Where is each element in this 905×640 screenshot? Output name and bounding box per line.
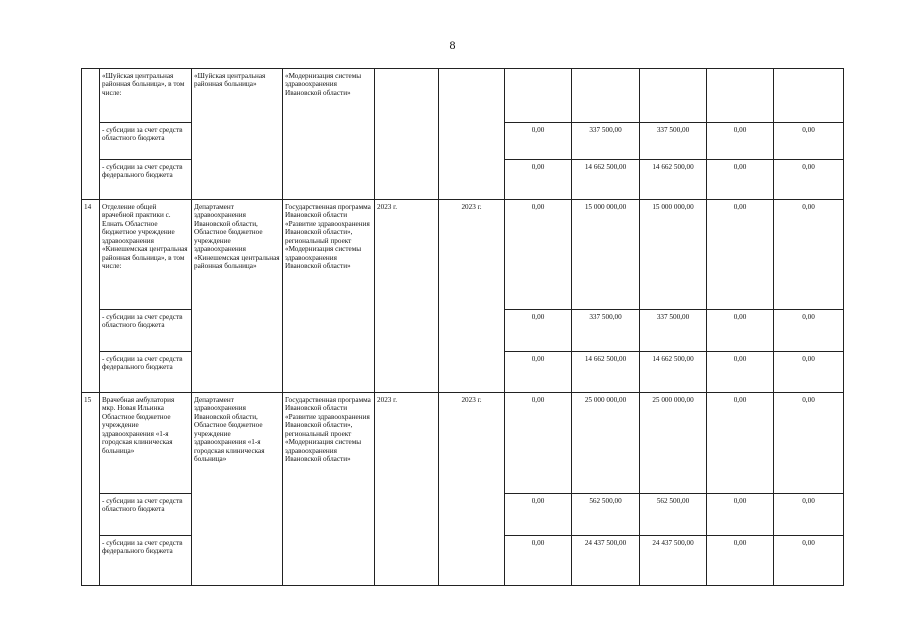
value-cell: 14 662 500,00 [572,352,640,393]
value-cell: 15 000 000,00 [572,200,640,310]
start-year-cell: 2023 г. [375,200,439,393]
value-cell: 0,00 [707,200,774,310]
value-cell: 14 662 500,00 [572,160,640,200]
value-cell: 0,00 [774,393,844,494]
customer-cell: «Шуйская центральная районная больница» [192,69,283,200]
program-cell: «Модернизация системы здравоохранения Ивановской области» [283,69,375,200]
value-cell: 562 500,00 [640,494,707,536]
value-cell: 0,00 [505,494,572,536]
value-cell: 0,00 [774,160,844,200]
subsidy-label-cell: - субсидии за счет средств федерального бюджета [100,352,192,393]
subsidy-label-cell: - субсидии за счет средств областного бюджета [100,310,192,352]
value-cell: 24 437 500,00 [572,536,640,586]
index-cell [82,69,100,200]
index-cell: 14 [82,200,100,393]
value-cell [572,69,640,123]
value-cell: 0,00 [774,123,844,160]
value-cell: 0,00 [707,536,774,586]
program-cell: Государственная программа Ивановской области «Развитие здравоохранения Ивановской области», региональный проект «Модернизация системы здравоохранения Ивановской области» [283,393,375,586]
customer-cell: Департамент здравоохранения Ивановской области, Областное бюджетное учреждение здравоохранения «1-я городская клиническая больница» [192,393,283,586]
value-cell [707,69,774,123]
object-name-cell: Отделение общей врачебной практики с. Елнать Областное бюджетное учреждение здравоохранения «Кинешемская центральная районная больница», в том числе: [100,200,192,310]
value-cell [774,69,844,123]
value-cell: 562 500,00 [572,494,640,536]
value-cell: 14 662 500,00 [640,352,707,393]
value-cell [505,69,572,123]
value-cell: 24 437 500,00 [640,536,707,586]
value-cell: 0,00 [505,393,572,494]
customer-cell: Департамент здравоохранения Ивановской области, Областное бюджетное учреждение здравоохранения «Кинешемская центральная районная больница» [192,200,283,393]
value-cell: 0,00 [707,352,774,393]
value-cell: 0,00 [707,123,774,160]
value-cell: 0,00 [505,123,572,160]
value-cell: 0,00 [505,310,572,352]
value-cell: 0,00 [774,536,844,586]
value-cell: 0,00 [707,160,774,200]
value-cell: 337 500,00 [572,123,640,160]
end-year-cell: 2023 г. [439,393,505,586]
end-year-cell: 2023 г. [439,200,505,393]
value-cell [640,69,707,123]
page-number: 8 [449,38,456,52]
end-year-cell [439,69,505,200]
index-cell: 15 [82,393,100,586]
start-year-cell [375,69,439,200]
value-cell: 0,00 [505,352,572,393]
value-cell: 0,00 [774,494,844,536]
value-cell: 337 500,00 [640,310,707,352]
value-cell: 25 000 000,00 [640,393,707,494]
value-cell: 0,00 [707,310,774,352]
value-cell: 0,00 [505,536,572,586]
budget-table [81,68,844,586]
object-name-cell: Врачебная амбулатория мкр. Новая Ильинка Областное бюджетное учреждение здравоохранения «1-я городская клиническая больница» [100,393,192,494]
value-cell: 0,00 [707,393,774,494]
subsidy-label-cell: - субсидии за счет средств областного бюджета [100,123,192,160]
value-cell: 25 000 000,00 [572,393,640,494]
program-cell: Государственная программа Ивановской области «Развитие здравоохранения Ивановской области», региональный проект «Модернизация системы здравоохранения Ивановской области» [283,200,375,393]
value-cell: 337 500,00 [640,123,707,160]
subsidy-label-cell: - субсидии за счет средств федерального бюджета [100,536,192,586]
value-cell: 14 662 500,00 [640,160,707,200]
value-cell: 0,00 [774,352,844,393]
object-name-cell: «Шуйская центральная районная больница», в том числе: [100,69,192,123]
table-row [82,393,844,494]
start-year-cell: 2023 г. [375,393,439,586]
subsidy-label-cell: - субсидии за счет средств областного бюджета [100,494,192,536]
value-cell: 337 500,00 [572,310,640,352]
value-cell: 0,00 [774,200,844,310]
subsidy-label-cell: - субсидии за счет средств федерального бюджета [100,160,192,200]
value-cell: 0,00 [774,310,844,352]
value-cell: 0,00 [707,494,774,536]
table-row [82,69,844,123]
value-cell: 15 000 000,00 [640,200,707,310]
table-row [82,200,844,310]
value-cell: 0,00 [505,200,572,310]
value-cell: 0,00 [505,160,572,200]
